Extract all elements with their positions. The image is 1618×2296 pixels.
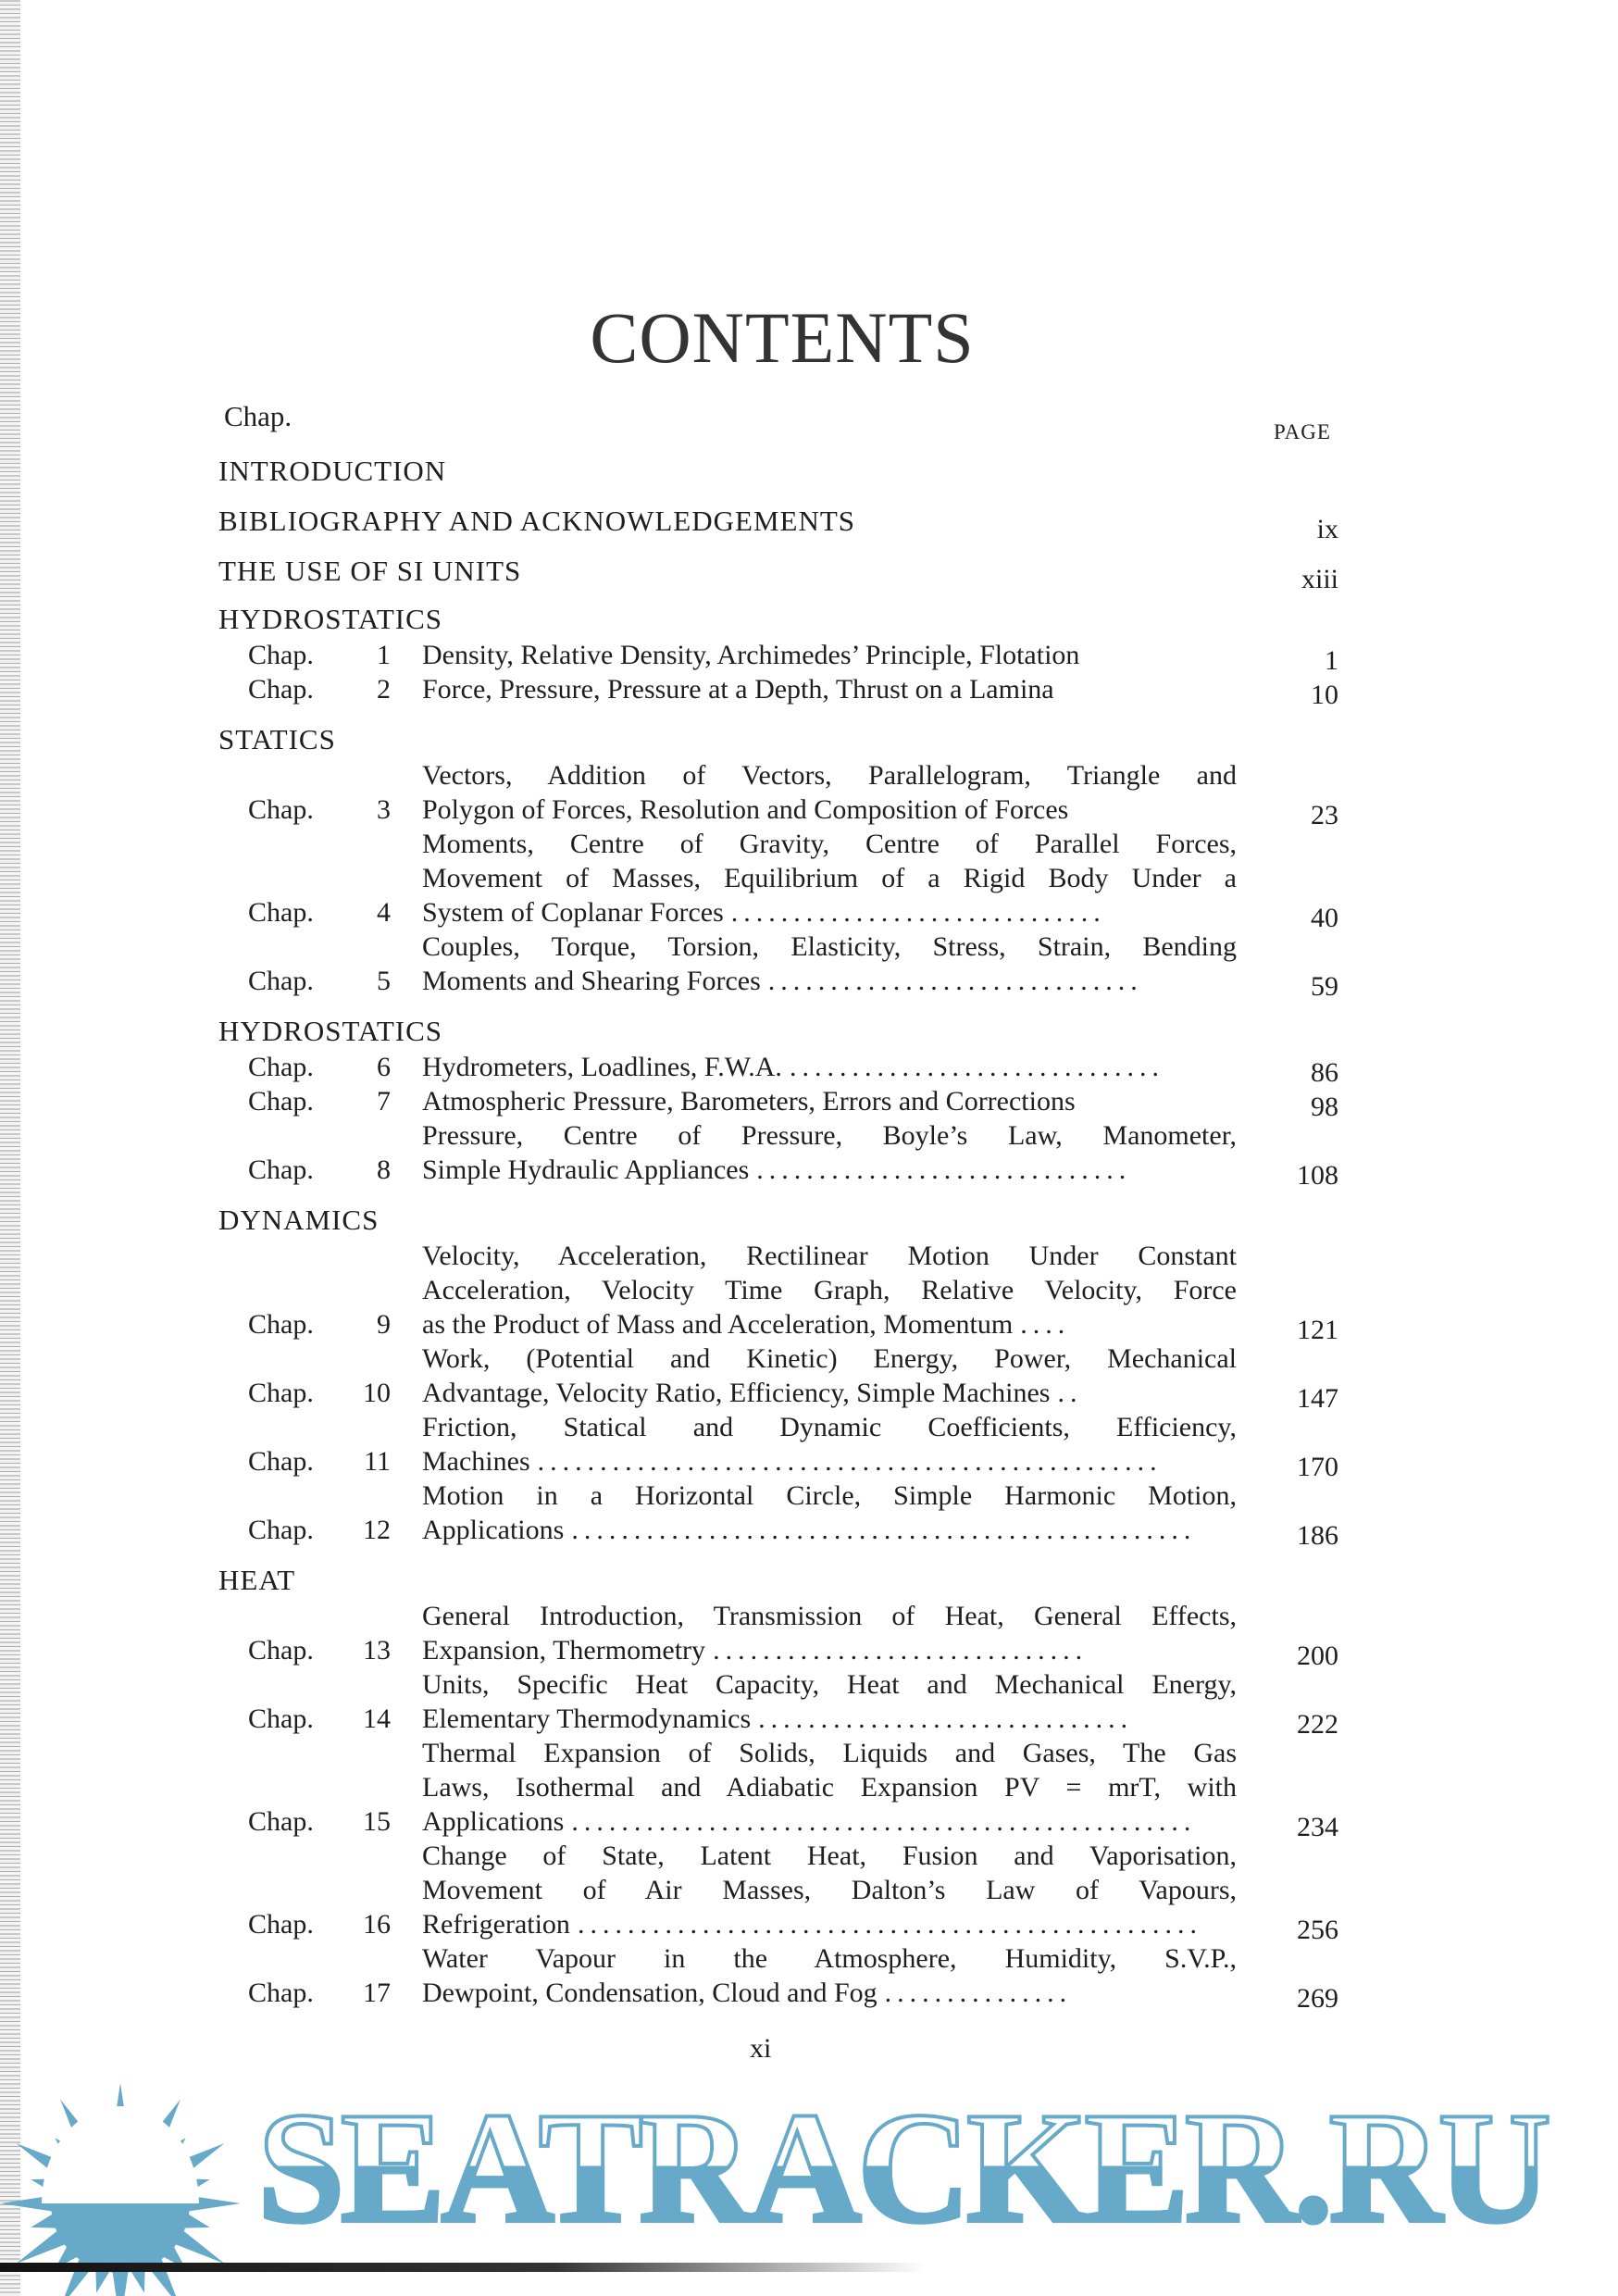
dot-leader: .............................. <box>730 897 1106 928</box>
entry-line-text: Water Vapour in the Atmosphere, Humidity, S.V.P., <box>422 1943 1237 1974</box>
page-number-ref: 86 <box>1311 1057 1338 1088</box>
entry-title-line <box>422 1273 1237 1307</box>
chap-label: Chap. <box>248 1909 314 1940</box>
entry-line-text: Elementary Thermodynamics <box>422 1703 752 1734</box>
dot-leader: .................................................. <box>571 1806 1197 1837</box>
entry-title-line <box>422 1941 1237 1976</box>
entry-title-line <box>422 1341 1237 1376</box>
toc-entry[interactable] <box>218 1599 1338 1671</box>
chap-number: 1 <box>377 640 391 670</box>
entry-line-text: Applications <box>422 1515 565 1545</box>
entry-title-line <box>422 1736 1237 1770</box>
chap-number: 4 <box>377 897 391 928</box>
front-matter-label: INTRODUCTION <box>218 455 447 487</box>
entry-line-text: Atmospheric Pressure, Barometers, Errors and Corrections <box>422 1086 1076 1117</box>
page-number-ref: xiii <box>1301 564 1338 594</box>
entry-title <box>422 1118 1237 1187</box>
entry-title-line <box>422 1307 1237 1341</box>
entry-title-line <box>422 638 1237 672</box>
chap-number: 12 <box>363 1515 391 1545</box>
entry-title-line <box>422 1239 1237 1273</box>
page-number-ref: 222 <box>1297 1709 1338 1740</box>
chap-label: Chap. <box>248 794 314 825</box>
entry-line-text: Acceleration, Velocity Time Graph, Relative Velocity, Force <box>422 1275 1237 1305</box>
entry-line-text: Motion in a Horizontal Circle, Simple Harmonic Motion, <box>422 1480 1237 1511</box>
entry-title-line <box>422 1907 1237 1941</box>
entry-line-text: Pressure, Centre of Pressure, Boyle’s Law, Manometer, <box>422 1120 1237 1151</box>
entry-line-text: Machines <box>422 1446 530 1477</box>
dot-leader: .................................................. <box>571 1515 1197 1545</box>
page-number-ref: 98 <box>1311 1092 1338 1122</box>
front-matter-label: BIBLIOGRAPHY AND ACKNOWLEDGEMENTS <box>218 505 856 537</box>
entry-line-text: General Introduction, Transmission of Heat, General Effects, <box>422 1601 1237 1631</box>
section-heading: DYNAMICS <box>218 1204 380 1236</box>
page-number-ref: 108 <box>1297 1160 1338 1191</box>
toc-entry[interactable] <box>218 758 1338 830</box>
entry-title <box>422 1410 1237 1479</box>
entry-title-line <box>422 792 1237 827</box>
section-heading: HYDROSTATICS <box>218 603 443 635</box>
entry-line-text: Hydrometers, Loadlines, F.W.A. <box>422 1052 782 1082</box>
page-column-header: PAGE <box>1274 420 1331 443</box>
entry-title-line <box>422 1444 1237 1479</box>
entry-title-line <box>422 1702 1237 1736</box>
section-gap <box>218 706 1338 716</box>
section-gap <box>218 1187 1338 1196</box>
toc-entry[interactable] <box>218 1667 1338 1740</box>
entry-line-text: Moments, Centre of Gravity, Centre of Parallel Forces, <box>422 829 1237 859</box>
chap-label: Chap. <box>248 1978 314 2008</box>
watermark-logo: SEATRACKER.RU <box>257 2078 1548 2256</box>
chap-label: Chap. <box>248 640 314 670</box>
entry-title <box>422 1050 1237 1084</box>
chap-label: Chap. <box>248 1154 314 1185</box>
toc-entry[interactable] <box>218 1341 1338 1414</box>
entry-line-text: Moments and Shearing Forces <box>422 966 761 996</box>
toc-entry[interactable] <box>218 672 1338 710</box>
entry-title <box>422 1667 1237 1736</box>
entry-line-text: Thermal Expansion of Solids, Liquids and Gases, The Gas <box>422 1738 1237 1768</box>
entry-title <box>422 672 1237 706</box>
entry-title <box>422 1839 1237 1941</box>
front-matter-item[interactable] <box>218 451 1338 488</box>
entry-title-line <box>422 758 1237 792</box>
toc-entry[interactable] <box>218 1118 1338 1191</box>
dot-leader: .... <box>1020 1309 1071 1340</box>
page-number-ref: 200 <box>1297 1641 1338 1671</box>
entry-title-line <box>422 895 1237 930</box>
section-heading: STATICS <box>218 723 336 755</box>
chap-label: Chap. <box>248 674 314 705</box>
entry-title <box>422 1084 1237 1118</box>
sun-icon <box>0 2055 250 2296</box>
scan-bottom-edge <box>0 2263 926 2272</box>
entry-title-line <box>422 827 1237 861</box>
dot-leader: .............................. <box>789 1052 1164 1082</box>
entry-title-line <box>422 1410 1237 1444</box>
dot-leader: .............................. <box>758 1703 1134 1734</box>
section-gap <box>218 2010 1338 2019</box>
entry-title-line <box>422 1084 1237 1118</box>
chap-label: Chap. <box>248 1052 314 1082</box>
page-number-ref: 147 <box>1297 1383 1338 1414</box>
chap-number: 14 <box>363 1703 391 1734</box>
table-of-contents <box>218 451 1338 2019</box>
entry-title <box>422 1239 1237 1341</box>
chap-label: Chap. <box>248 1635 314 1666</box>
dot-leader: .............................. <box>756 1154 1132 1185</box>
chap-number: 5 <box>377 966 391 996</box>
entry-title-line <box>422 1976 1237 2010</box>
chap-number: 7 <box>377 1086 391 1117</box>
entry-title-line <box>422 1770 1237 1804</box>
page-number-ref: 121 <box>1297 1315 1338 1345</box>
entry-line-text: Simple Hydraulic Appliances <box>422 1154 750 1185</box>
dot-leader: .............................. <box>767 966 1143 996</box>
toc-entry[interactable] <box>218 1839 1338 1945</box>
toc-entry[interactable] <box>218 827 1338 933</box>
page-number-ref: 40 <box>1311 903 1338 933</box>
chap-number: 16 <box>363 1909 391 1940</box>
entry-title-line <box>422 964 1237 998</box>
entry-line-text: as the Product of Mass and Acceleration, Momentum <box>422 1309 1014 1340</box>
entry-line-text: Applications <box>422 1806 565 1837</box>
entry-line-text: Units, Specific Heat Capacity, Heat and Mechanical Energy, <box>422 1669 1237 1700</box>
page-number-ref: 256 <box>1297 1915 1338 1945</box>
entry-title-line <box>422 1050 1237 1084</box>
entry-title <box>422 827 1237 930</box>
page-number: xi <box>750 2033 772 2064</box>
entry-title-line <box>422 1599 1237 1633</box>
section-gap <box>218 998 1338 1007</box>
chap-label: Chap. <box>248 1378 314 1408</box>
entry-line-text: Density, Relative Density, Archimedes’ Principle, Flotation <box>422 640 1080 670</box>
entry-title <box>422 1941 1237 2010</box>
section-heading: HYDROSTATICS <box>218 1015 443 1047</box>
chap-label: Chap. <box>248 1309 314 1340</box>
entry-title <box>422 1479 1237 1547</box>
toc-entry[interactable] <box>218 930 1338 1002</box>
front-matter-item[interactable] <box>218 551 1338 594</box>
page-number-ref: 10 <box>1311 680 1338 710</box>
page-number-ref: 269 <box>1297 1983 1338 2014</box>
dot-leader: .. <box>1057 1378 1083 1408</box>
page-number-ref: ix <box>1316 514 1338 544</box>
toc-entry[interactable] <box>218 638 1338 676</box>
entry-title-line <box>422 1153 1237 1187</box>
chap-number: 9 <box>377 1309 391 1340</box>
entry-line-text: Friction, Statical and Dynamic Coefficients, Efficiency, <box>422 1412 1237 1442</box>
chap-label: Chap. <box>248 1515 314 1545</box>
chap-number: 2 <box>377 674 391 705</box>
chap-label: Chap. <box>248 897 314 928</box>
chap-number: 8 <box>377 1154 391 1185</box>
dot-leader: ............... <box>884 1978 1073 2008</box>
toc-entry[interactable] <box>218 1736 1338 1842</box>
entry-line-text: System of Coplanar Forces <box>422 897 724 928</box>
entry-line-text: Polygon of Forces, Resolution and Composition of Forces <box>422 794 1069 825</box>
entry-title-line <box>422 1633 1237 1667</box>
chap-label: Chap. <box>248 1806 314 1837</box>
chap-number: 15 <box>363 1806 391 1837</box>
entry-title-line <box>422 1839 1237 1873</box>
entry-title-line <box>422 1667 1237 1702</box>
toc-entry[interactable] <box>218 1941 1338 2014</box>
dot-leader: .............................. <box>713 1635 1089 1666</box>
entry-line-text: Force, Pressure, Pressure at a Depth, Thrust on a Lamina <box>422 674 1054 705</box>
chap-number: 6 <box>377 1052 391 1082</box>
chap-number: 17 <box>363 1978 391 2008</box>
dot-leader: .................................................. <box>537 1446 1163 1477</box>
page-number-ref: 1 <box>1325 645 1338 676</box>
entry-title <box>422 1599 1237 1667</box>
chap-label: Chap. <box>248 1446 314 1477</box>
entry-title-line <box>422 1804 1237 1839</box>
entry-title-line <box>422 1873 1237 1907</box>
entry-line-text: Movement of Masses, Equilibrium of a Rigid Body Under a <box>422 863 1237 893</box>
entry-title-line <box>422 1118 1237 1153</box>
entry-line-text: Expansion, Thermometry <box>422 1635 706 1666</box>
page-number-ref: 186 <box>1297 1520 1338 1551</box>
entry-title-line <box>422 861 1237 895</box>
chap-number: 3 <box>377 794 391 825</box>
toc-entry[interactable] <box>218 1084 1338 1122</box>
entry-line-text: Change of State, Latent Heat, Fusion and Vaporisation, <box>422 1841 1237 1871</box>
entry-line-text: Vectors, Addition of Vectors, Parallelogram, Triangle and <box>422 760 1237 791</box>
toc-entry[interactable] <box>218 1239 1338 1345</box>
entry-line-text: Refrigeration <box>422 1909 570 1940</box>
front-matter-label: THE USE OF SI UNITS <box>218 555 522 587</box>
entry-title-line <box>422 1376 1237 1410</box>
entry-title <box>422 758 1237 827</box>
page-number-ref: 59 <box>1311 971 1338 1002</box>
chap-number: 11 <box>364 1446 391 1477</box>
entry-line-text: Laws, Isothermal and Adiabatic Expansion PV = mrT, with <box>422 1772 1237 1803</box>
page-number-ref: 23 <box>1311 800 1338 830</box>
entry-line-text: Couples, Torque, Torsion, Elasticity, Stress, Strain, Bending <box>422 931 1237 962</box>
entry-line-text: Work, (Potential and Kinetic) Energy, Power, Mechanical <box>422 1343 1237 1374</box>
page-number-ref: 234 <box>1297 1812 1338 1842</box>
chap-label: Chap. <box>248 1086 314 1117</box>
chap-label: Chap. <box>248 1703 314 1734</box>
toc-entry[interactable] <box>218 1479 1338 1551</box>
entry-title-line <box>422 672 1237 706</box>
dot-leader: .................................................. <box>577 1909 1202 1940</box>
toc-entry[interactable] <box>218 1050 1338 1088</box>
chap-column-header: Chap. <box>224 400 292 432</box>
entry-line-text: Dewpoint, Condensation, Cloud and Fog <box>422 1978 877 2008</box>
entry-title <box>422 930 1237 998</box>
entry-line-text: Advantage, Velocity Ratio, Efficiency, Simple Machines <box>422 1378 1051 1408</box>
entry-line-text: Velocity, Acceleration, Rectilinear Motion Under Constant <box>422 1241 1237 1271</box>
section-heading: HEAT <box>218 1564 296 1596</box>
chap-number: 13 <box>363 1635 391 1666</box>
page-number-ref: 170 <box>1297 1452 1338 1482</box>
front-matter-item[interactable] <box>218 501 1338 544</box>
entry-title-line <box>422 930 1237 964</box>
entry-title <box>422 638 1237 672</box>
chap-label: Chap. <box>248 966 314 996</box>
entry-title <box>422 1736 1237 1839</box>
chap-number: 10 <box>363 1378 391 1408</box>
page-title: CONTENTS <box>590 297 975 378</box>
toc-entry[interactable] <box>218 1410 1338 1482</box>
entry-line-text: Movement of Air Masses, Dalton’s Law of Vapours, <box>422 1875 1237 1905</box>
section-gap <box>218 1547 1338 1556</box>
entry-title <box>422 1341 1237 1410</box>
entry-title-line <box>422 1479 1237 1513</box>
entry-title-line <box>422 1513 1237 1547</box>
